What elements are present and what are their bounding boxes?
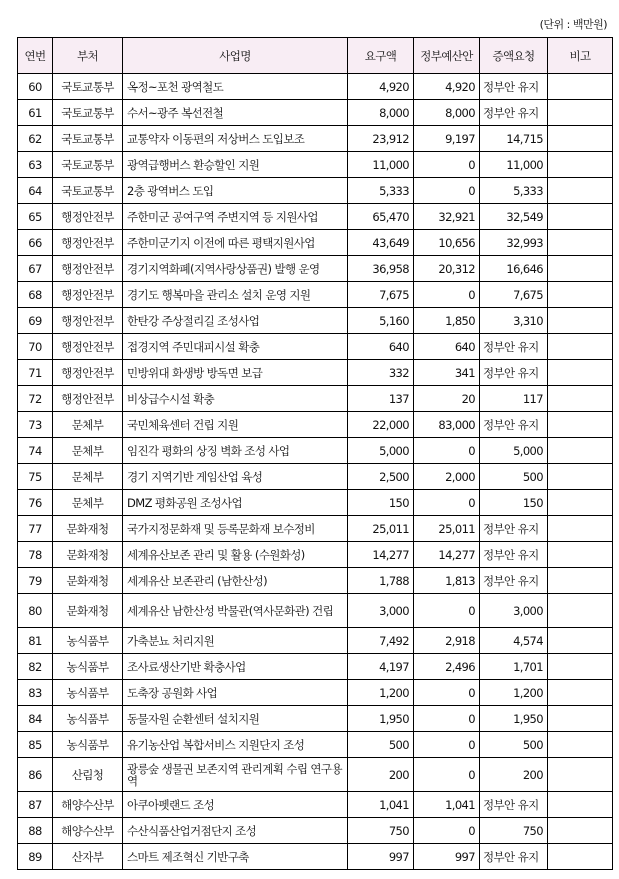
row-note <box>548 844 613 870</box>
row-number: 65 <box>18 204 53 230</box>
row-note <box>548 152 613 178</box>
table-row <box>18 818 613 844</box>
row-dept: 문체부 <box>53 490 123 516</box>
row-gov-budget: 640 <box>414 334 480 360</box>
row-increase: 3,310 <box>480 308 548 334</box>
header-dept: 부처 <box>53 38 123 74</box>
table-row <box>18 152 613 178</box>
row-dept: 농식품부 <box>53 706 123 732</box>
row-increase: 32,549 <box>480 204 548 230</box>
table-row <box>18 204 613 230</box>
row-gov-budget: 0 <box>414 490 480 516</box>
table-row <box>18 74 613 100</box>
row-gov-budget: 0 <box>414 178 480 204</box>
row-increase: 150 <box>480 490 548 516</box>
row-name: 민방위대 화생방 방독면 보급 <box>123 360 348 386</box>
row-request: 332 <box>348 360 414 386</box>
row-request: 3,000 <box>348 594 414 628</box>
table-row <box>18 178 613 204</box>
row-dept: 행정안전부 <box>53 230 123 256</box>
row-gov-budget: 997 <box>414 844 480 870</box>
row-request: 5,333 <box>348 178 414 204</box>
row-note <box>548 230 613 256</box>
row-note <box>548 412 613 438</box>
row-dept: 해양수산부 <box>53 792 123 818</box>
row-note <box>548 464 613 490</box>
row-note <box>548 100 613 126</box>
row-name: 2층 광역버스 도입 <box>123 178 348 204</box>
row-increase: 7,675 <box>480 282 548 308</box>
row-request: 23,912 <box>348 126 414 152</box>
row-increase: 3,000 <box>480 594 548 628</box>
row-gov-budget: 2,000 <box>414 464 480 490</box>
row-gov-budget: 20 <box>414 386 480 412</box>
row-name: 경기 지역기반 게임산업 육성 <box>123 464 348 490</box>
table-row <box>18 628 613 654</box>
row-request: 25,011 <box>348 516 414 542</box>
budget-table <box>17 37 613 870</box>
row-dept: 문체부 <box>53 438 123 464</box>
row-number: 60 <box>18 74 53 100</box>
row-gov-budget: 10,656 <box>414 230 480 256</box>
row-gov-budget: 2,496 <box>414 654 480 680</box>
row-request: 1,041 <box>348 792 414 818</box>
row-note <box>548 490 613 516</box>
table-row <box>18 706 613 732</box>
row-name: 유기농산업 복합서비스 지원단지 조성 <box>123 732 348 758</box>
table-row <box>18 230 613 256</box>
row-gov-budget: 14,277 <box>414 542 480 568</box>
row-number: 87 <box>18 792 53 818</box>
row-dept: 산자부 <box>53 844 123 870</box>
table-row <box>18 732 613 758</box>
row-note <box>548 706 613 732</box>
table-row <box>18 412 613 438</box>
row-name: 수산식품산업거점단지 조성 <box>123 818 348 844</box>
row-number: 85 <box>18 732 53 758</box>
row-name: 교통약자 이동편의 저상버스 도입보조 <box>123 126 348 152</box>
row-request: 4,920 <box>348 74 414 100</box>
row-increase: 500 <box>480 732 548 758</box>
row-note <box>548 568 613 594</box>
row-name: 한탄강 주상절리길 조성사업 <box>123 308 348 334</box>
row-name: DMZ 평화공원 조성사업 <box>123 490 348 516</box>
row-increase: 정부안 유지 <box>480 542 548 568</box>
row-increase: 1,950 <box>480 706 548 732</box>
row-request: 14,277 <box>348 542 414 568</box>
row-number: 78 <box>18 542 53 568</box>
row-note <box>548 282 613 308</box>
row-number: 82 <box>18 654 53 680</box>
row-dept: 문화재청 <box>53 594 123 628</box>
row-increase: 정부안 유지 <box>480 568 548 594</box>
row-increase: 750 <box>480 818 548 844</box>
row-increase: 정부안 유지 <box>480 844 548 870</box>
row-name: 비상급수시설 확충 <box>123 386 348 412</box>
row-increase: 정부안 유지 <box>480 100 548 126</box>
table-row <box>18 654 613 680</box>
row-increase: 정부안 유지 <box>480 74 548 100</box>
row-request: 137 <box>348 386 414 412</box>
row-request: 1,788 <box>348 568 414 594</box>
row-note <box>548 74 613 100</box>
row-note <box>548 516 613 542</box>
header-gov-budget: 정부예산안 <box>414 38 480 74</box>
row-dept: 행정안전부 <box>53 204 123 230</box>
row-increase: 5,333 <box>480 178 548 204</box>
row-request: 1,950 <box>348 706 414 732</box>
row-request: 7,675 <box>348 282 414 308</box>
row-gov-budget: 1,041 <box>414 792 480 818</box>
row-name: 접경지역 주민대피시설 확충 <box>123 334 348 360</box>
row-dept: 농식품부 <box>53 680 123 706</box>
row-note <box>548 732 613 758</box>
row-increase: 5,000 <box>480 438 548 464</box>
row-gov-budget: 32,921 <box>414 204 480 230</box>
row-number: 79 <box>18 568 53 594</box>
row-request: 1,200 <box>348 680 414 706</box>
row-increase: 11,000 <box>480 152 548 178</box>
row-dept: 문체부 <box>53 464 123 490</box>
row-number: 66 <box>18 230 53 256</box>
row-increase: 14,715 <box>480 126 548 152</box>
row-request: 500 <box>348 732 414 758</box>
row-number: 73 <box>18 412 53 438</box>
row-note <box>548 792 613 818</box>
table-row <box>18 438 613 464</box>
row-number: 72 <box>18 386 53 412</box>
row-dept: 행정안전부 <box>53 386 123 412</box>
row-number: 62 <box>18 126 53 152</box>
table-row <box>18 792 613 818</box>
header-increase: 증액요청 <box>480 38 548 74</box>
row-gov-budget: 8,000 <box>414 100 480 126</box>
row-request: 36,958 <box>348 256 414 282</box>
table-row <box>18 126 613 152</box>
table-row <box>18 256 613 282</box>
row-number: 69 <box>18 308 53 334</box>
row-increase: 500 <box>480 464 548 490</box>
table-row <box>18 516 613 542</box>
row-increase: 32,993 <box>480 230 548 256</box>
row-request: 5,000 <box>348 438 414 464</box>
row-number: 67 <box>18 256 53 282</box>
row-gov-budget: 0 <box>414 680 480 706</box>
table-row <box>18 680 613 706</box>
row-dept: 농식품부 <box>53 654 123 680</box>
row-number: 71 <box>18 360 53 386</box>
row-note <box>548 308 613 334</box>
row-number: 84 <box>18 706 53 732</box>
row-dept: 문화재청 <box>53 542 123 568</box>
row-number: 64 <box>18 178 53 204</box>
row-request: 4,197 <box>348 654 414 680</box>
row-request: 200 <box>348 758 414 792</box>
row-dept: 국토교통부 <box>53 74 123 100</box>
row-number: 86 <box>18 758 53 792</box>
row-request: 22,000 <box>348 412 414 438</box>
table-row <box>18 282 613 308</box>
row-name: 아쿠아펫랜드 조성 <box>123 792 348 818</box>
row-gov-budget: 25,011 <box>414 516 480 542</box>
header-request: 요구액 <box>348 38 414 74</box>
row-request: 65,470 <box>348 204 414 230</box>
row-dept: 행정안전부 <box>53 308 123 334</box>
row-gov-budget: 9,197 <box>414 126 480 152</box>
row-name: 도축장 공원화 사업 <box>123 680 348 706</box>
row-increase: 정부안 유지 <box>480 516 548 542</box>
row-dept: 국토교통부 <box>53 152 123 178</box>
row-name: 가축분뇨 처리지원 <box>123 628 348 654</box>
row-request: 43,649 <box>348 230 414 256</box>
row-name: 세계유산 남한산성 박물관(역사문화관) 건립 <box>123 594 348 628</box>
row-note <box>548 126 613 152</box>
row-name: 광역급행버스 환승할인 지원 <box>123 152 348 178</box>
row-increase: 정부안 유지 <box>480 334 548 360</box>
header-no: 연번 <box>18 38 53 74</box>
row-dept: 국토교통부 <box>53 178 123 204</box>
row-number: 76 <box>18 490 53 516</box>
row-increase: 정부안 유지 <box>480 412 548 438</box>
row-number: 70 <box>18 334 53 360</box>
row-name: 동물자원 순환센터 설치지원 <box>123 706 348 732</box>
row-dept: 행정안전부 <box>53 334 123 360</box>
table-row <box>18 100 613 126</box>
row-dept: 농식품부 <box>53 732 123 758</box>
row-gov-budget: 0 <box>414 818 480 844</box>
row-note <box>548 758 613 792</box>
row-note <box>548 360 613 386</box>
table-row <box>18 568 613 594</box>
header-row <box>18 38 613 74</box>
row-number: 80 <box>18 594 53 628</box>
row-request: 7,492 <box>348 628 414 654</box>
row-number: 68 <box>18 282 53 308</box>
row-request: 640 <box>348 334 414 360</box>
table-row <box>18 308 613 334</box>
row-note <box>548 256 613 282</box>
row-dept: 문화재청 <box>53 568 123 594</box>
row-gov-budget: 341 <box>414 360 480 386</box>
row-number: 77 <box>18 516 53 542</box>
header-note: 비고 <box>548 38 613 74</box>
row-request: 750 <box>348 818 414 844</box>
row-name: 국민체육센터 건립 지원 <box>123 412 348 438</box>
row-request: 8,000 <box>348 100 414 126</box>
row-increase: 4,574 <box>480 628 548 654</box>
row-name: 경기지역화폐(지역사랑상품권) 발행 운영 <box>123 256 348 282</box>
row-name: 세계유산보존 관리 및 활용 (수원화성) <box>123 542 348 568</box>
row-name: 조사료생산기반 확충사업 <box>123 654 348 680</box>
table-row <box>18 594 613 628</box>
row-dept: 문화재청 <box>53 516 123 542</box>
row-name: 경기도 행복마을 관리소 설치 운영 지원 <box>123 282 348 308</box>
row-number: 75 <box>18 464 53 490</box>
row-gov-budget: 0 <box>414 282 480 308</box>
row-increase: 200 <box>480 758 548 792</box>
row-gov-budget: 0 <box>414 594 480 628</box>
row-request: 997 <box>348 844 414 870</box>
row-name: 광릉숲 생물권 보존지역 관리계획 수립 연구용역 <box>123 758 348 792</box>
row-increase: 1,200 <box>480 680 548 706</box>
row-note <box>548 654 613 680</box>
row-request: 150 <box>348 490 414 516</box>
row-note <box>548 438 613 464</box>
table-row <box>18 464 613 490</box>
row-number: 88 <box>18 818 53 844</box>
table-row <box>18 386 613 412</box>
row-gov-budget: 2,918 <box>414 628 480 654</box>
row-dept: 국토교통부 <box>53 100 123 126</box>
row-increase: 117 <box>480 386 548 412</box>
row-note <box>548 680 613 706</box>
row-increase: 1,701 <box>480 654 548 680</box>
header-name: 사업명 <box>123 38 348 74</box>
row-note <box>548 818 613 844</box>
row-gov-budget: 0 <box>414 152 480 178</box>
table-row <box>18 844 613 870</box>
row-note <box>548 386 613 412</box>
table-row <box>18 490 613 516</box>
row-number: 74 <box>18 438 53 464</box>
row-gov-budget: 0 <box>414 732 480 758</box>
row-dept: 산림청 <box>53 758 123 792</box>
table-row <box>18 360 613 386</box>
row-number: 89 <box>18 844 53 870</box>
row-dept: 행정안전부 <box>53 256 123 282</box>
row-gov-budget: 0 <box>414 706 480 732</box>
row-request: 11,000 <box>348 152 414 178</box>
table-row <box>18 758 613 792</box>
row-name: 세계유산 보존관리 (남한산성) <box>123 568 348 594</box>
table-row <box>18 542 613 568</box>
row-name: 옥정~포천 광역철도 <box>123 74 348 100</box>
row-name: 임진각 평화의 상징 벽화 조성 사업 <box>123 438 348 464</box>
row-note <box>548 178 613 204</box>
row-dept: 국토교통부 <box>53 126 123 152</box>
row-gov-budget: 0 <box>414 758 480 792</box>
unit-label: (단위 : 백만원) <box>539 18 607 31</box>
row-request: 5,160 <box>348 308 414 334</box>
row-gov-budget: 0 <box>414 438 480 464</box>
row-name: 국가지정문화재 및 등록문화재 보수정비 <box>123 516 348 542</box>
row-gov-budget: 20,312 <box>414 256 480 282</box>
row-dept: 문체부 <box>53 412 123 438</box>
row-note <box>548 542 613 568</box>
row-gov-budget: 1,813 <box>414 568 480 594</box>
row-dept: 행정안전부 <box>53 282 123 308</box>
row-name: 스마트 제조혁신 기반구축 <box>123 844 348 870</box>
row-increase: 정부안 유지 <box>480 792 548 818</box>
row-number: 63 <box>18 152 53 178</box>
row-note <box>548 594 613 628</box>
row-dept: 행정안전부 <box>53 360 123 386</box>
row-note <box>548 628 613 654</box>
table-row <box>18 334 613 360</box>
row-dept: 농식품부 <box>53 628 123 654</box>
row-increase: 16,646 <box>480 256 548 282</box>
row-dept: 해양수산부 <box>53 818 123 844</box>
row-name: 주한미군기지 이전에 따른 평택지원사업 <box>123 230 348 256</box>
row-number: 81 <box>18 628 53 654</box>
row-gov-budget: 1,850 <box>414 308 480 334</box>
row-request: 2,500 <box>348 464 414 490</box>
row-gov-budget: 4,920 <box>414 74 480 100</box>
row-name: 수서~광주 복선전철 <box>123 100 348 126</box>
row-increase: 정부안 유지 <box>480 360 548 386</box>
row-gov-budget: 83,000 <box>414 412 480 438</box>
row-number: 83 <box>18 680 53 706</box>
row-name: 주한미군 공여구역 주변지역 등 지원사업 <box>123 204 348 230</box>
row-note <box>548 204 613 230</box>
row-note <box>548 334 613 360</box>
row-number: 61 <box>18 100 53 126</box>
